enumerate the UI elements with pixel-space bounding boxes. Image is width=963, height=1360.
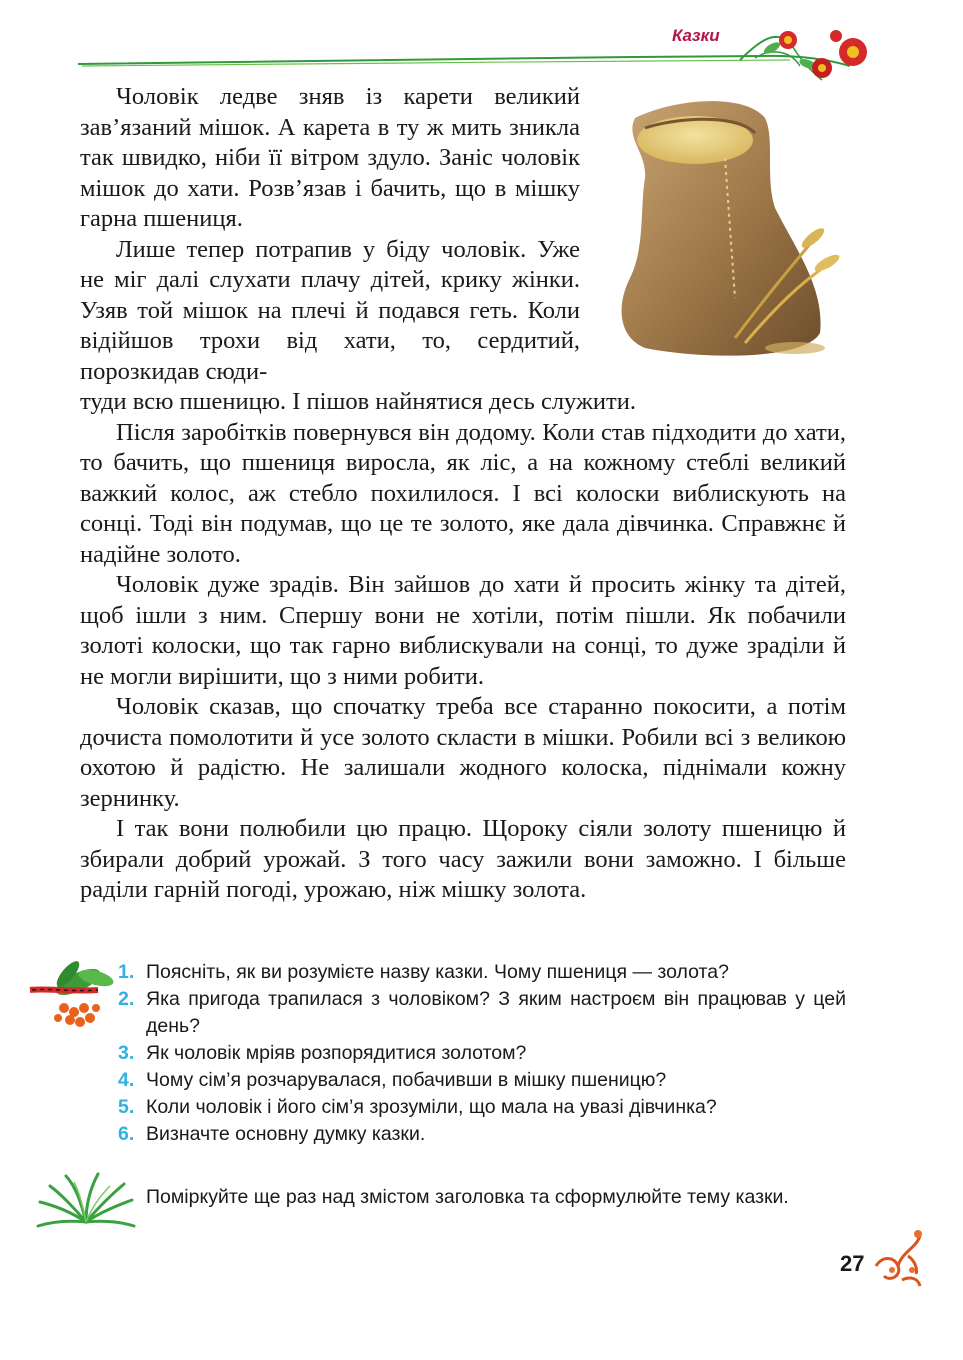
question-number: 3. [118,1042,135,1064]
rowan-berries-icon [28,960,120,1030]
page-number: 27 [840,1251,865,1276]
section-title: Казки [672,26,720,45]
task-text: Поміркуйте ще раз над змістом заголовка та сформулюйте тему казки. [146,1186,789,1208]
story-paragraph: Чоловік дуже зрадів. Він зайшов до хати й просить жінку та дітей, щоб ішли з ним. Спершу вони не хотіли, потім пішли. Як побачили золоті колоски, що так гарно виблискували на сонці, то дуже зраділи й не могли вирішити, що з ними робити. [80,571,846,690]
question-item [118,986,846,1040]
question-item [118,1121,846,1148]
question-number: 6. [118,1123,135,1145]
question-text: Поясніть, як ви розумієте назву казки. Чому пшениця — золота? [146,961,729,983]
question-item [118,1040,846,1067]
question-text: Яка пригода трапилася з чоловіком? З яким настроєм він працював у цей день? [146,988,846,1037]
story-paragraph: Лише тепер потрапив у біду чоловік. Уже не міг далі слухати плачу дітей, крику жінки. Узяв той мішок на плечі й подався геть. Коли відійшов трохи від хати, то, сердитий, порозкидав сюди- [80,235,580,385]
question-text: Коли чоловік і його сім’я зрозуміли, що мала на увазі дівчинка? [146,1096,717,1118]
question-number: 1. [118,961,135,983]
question-text: Визначте основну думку казки. [146,1123,426,1145]
story-paragraph: І так вони полюбили цю працю. Щороку сіяли золоту пшеницю й збирали добрий урожай. З того часу зажили вони заможно. І більше раділи гарній погоді, урожаю, ніж мішку золота. [80,815,846,903]
story-paragraph: Чоловік сказав, що спочатку треба все старанно покосити, а потім дочиста помолотити й усе золото скласти в мішки. Робили всі з великою охотою й радістю. Не залишали жодного колоска, піднімали кожну зернинку. [80,693,846,812]
question-item [118,959,846,986]
question-number: 2. [118,988,135,1010]
story-text [80,82,846,906]
ornament-icon [872,1226,924,1290]
question-text: Чому сім’я розчарувалася, побачивши в мішку пшеницю? [146,1069,667,1091]
story-paragraph: Чоловік ледве зняв із карети великий зав’язаний мішок. А карета в ту ж мить зникла так швидко, ніби її вітром здуло. Заніс чоловік мішок до хати. Розв’язав і бачить, що в мішку гарна пшениця. [80,83,580,232]
story-paragraph: туди всю пшеницю. І пішов найнятися десь служити. [80,388,636,415]
question-text: Як чоловік мріяв розпорядитися золотом? [146,1042,527,1064]
questions-list [118,959,846,1148]
question-item [118,1094,846,1121]
question-number: 5. [118,1096,135,1118]
story-paragraph: Після заробітків повернувся він додому. Коли став підходити до хати, то бачить, що пшениця виросла, як ліс, а на кожному стеблі великий важкий колос, аж стебло похилилося. І всі колоски виблискують на сонці. Тоді він подумав, що це те золото, яке дала дівчинка. Справжнє й надійне золото. [80,418,846,568]
grass-tuft-icon [36,1172,136,1230]
question-item [118,1067,846,1094]
question-number: 4. [118,1069,135,1091]
